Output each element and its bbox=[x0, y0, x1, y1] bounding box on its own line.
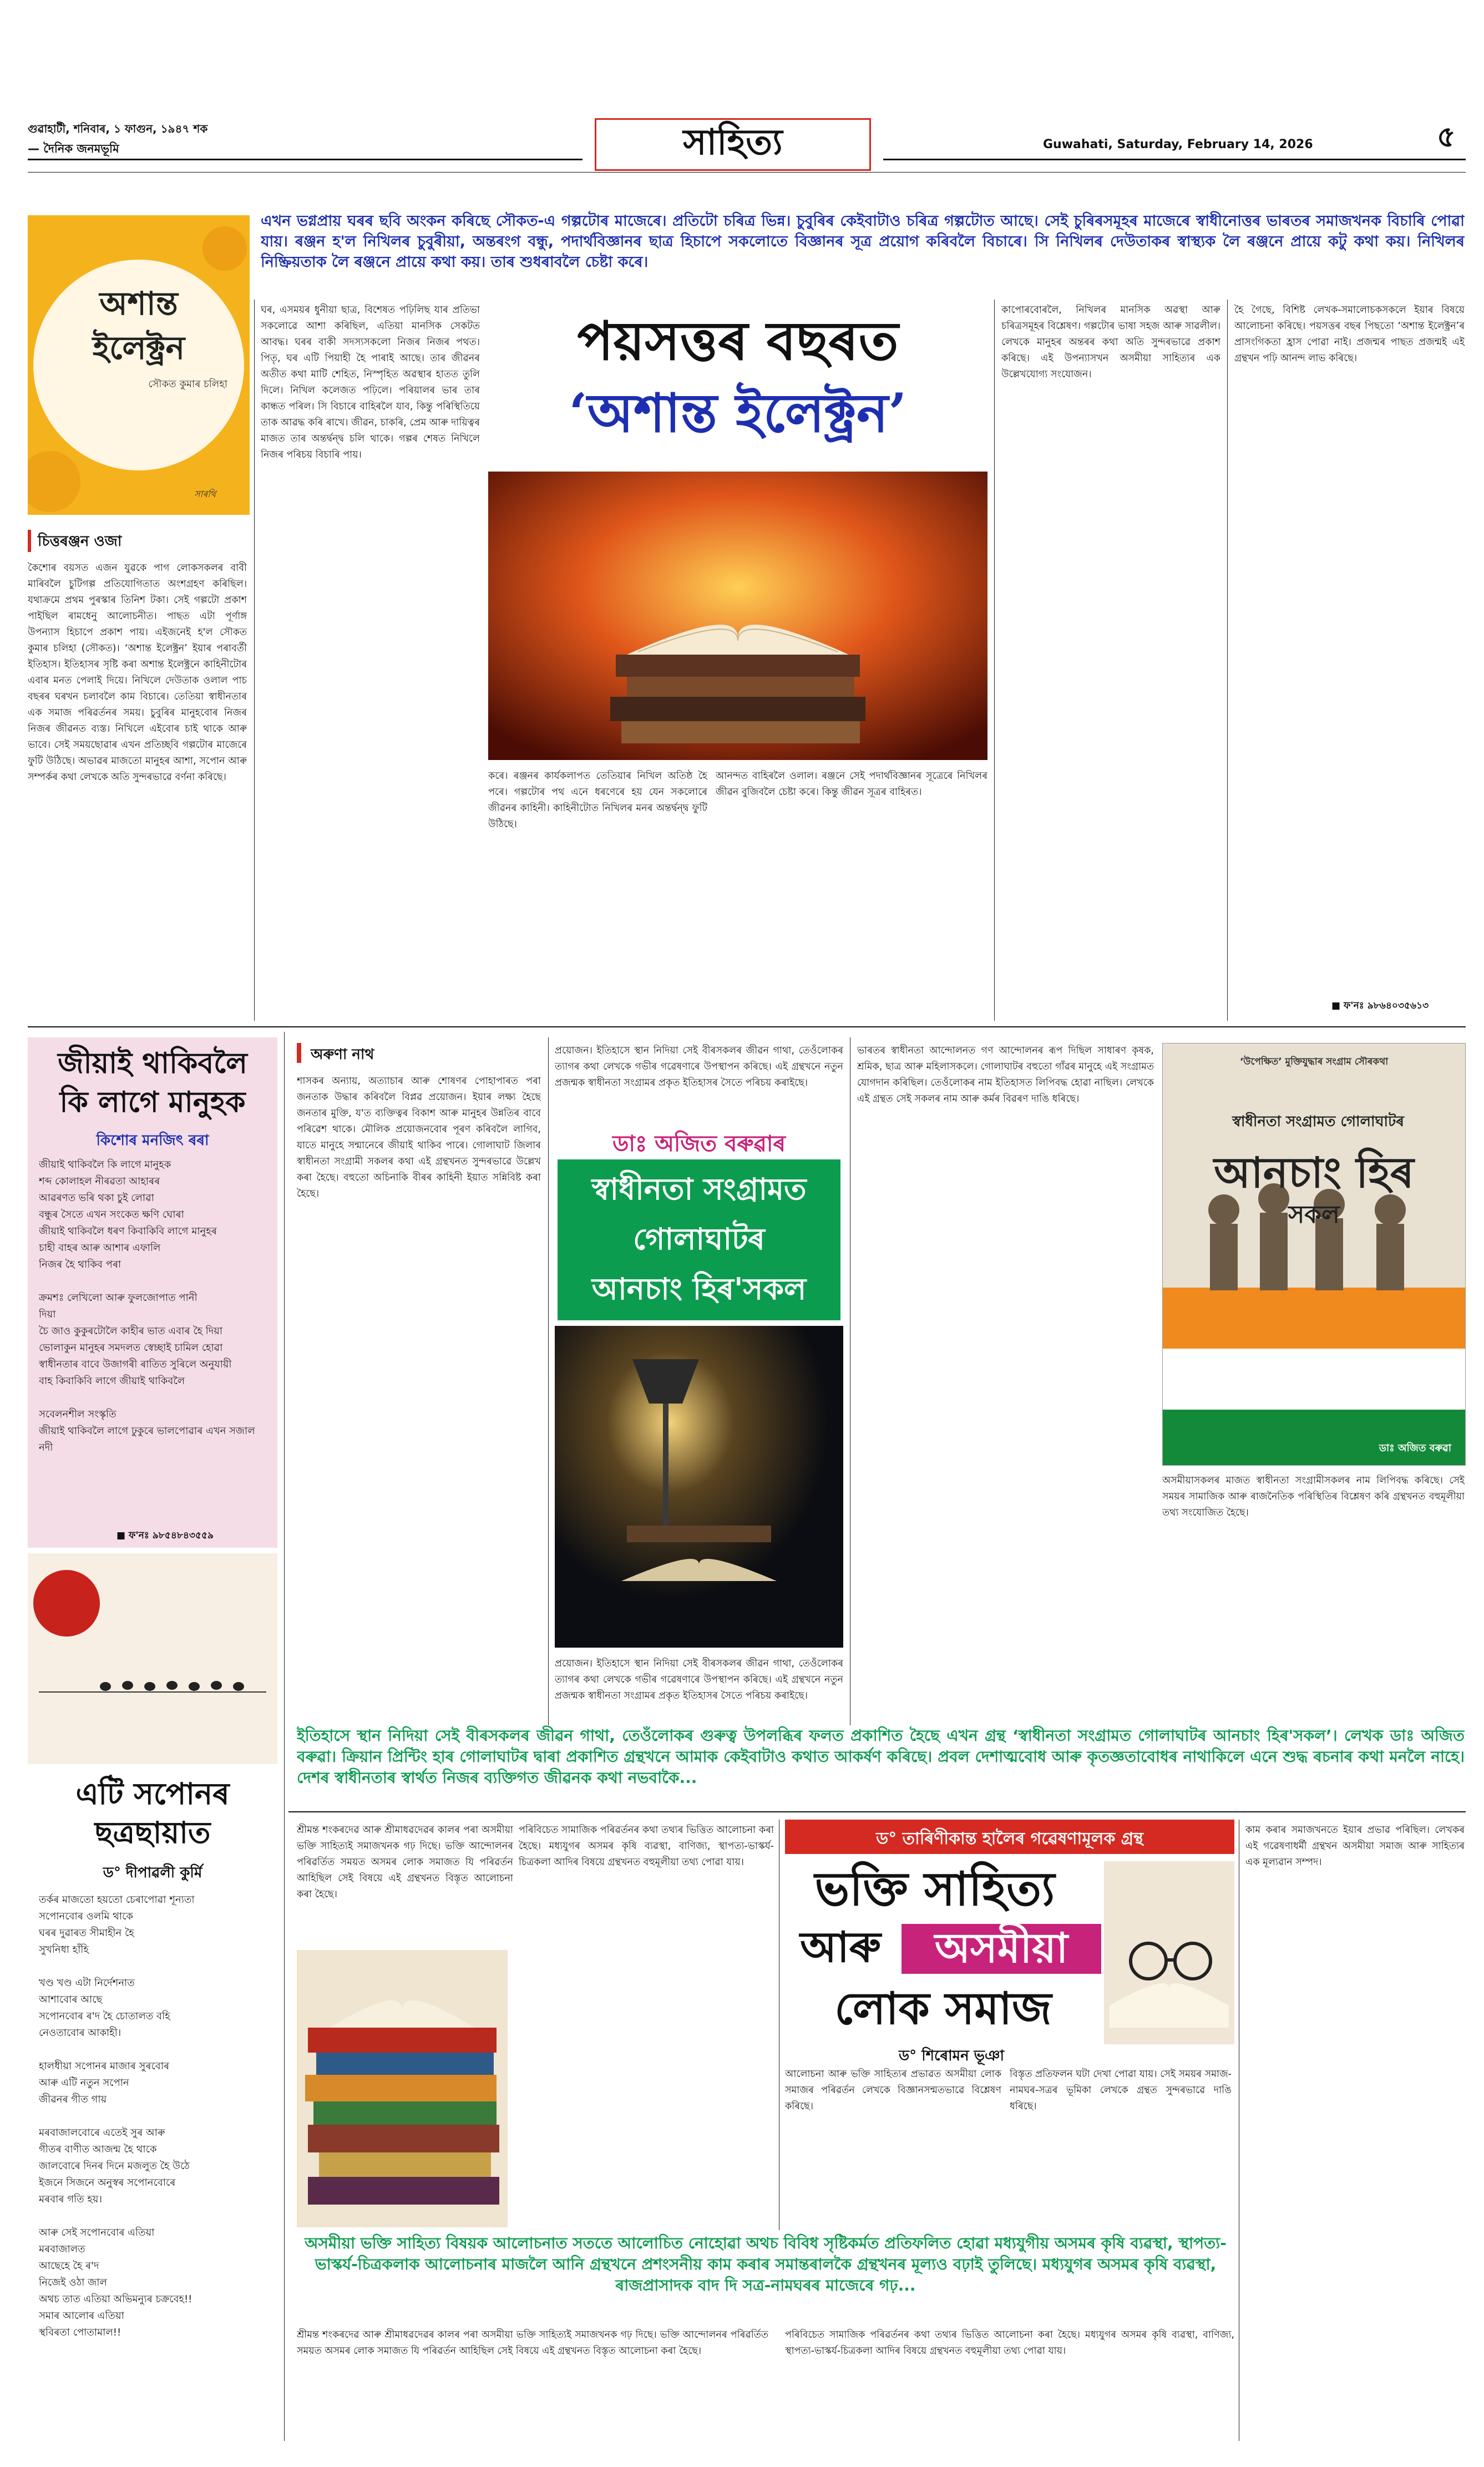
col-divider bbox=[994, 300, 995, 1021]
article2-cover-author: ডাঃ অজিত বৰুৱা bbox=[1379, 1442, 1451, 1454]
article3-callout: অসমীয়া ভক্তি সাহিত্য বিষয়ক আলোচনাত সততে আলোচিত নোহোৱা অথচ বিবিধ সৃষ্টিকৰ্মত প্ৰতিফলিত হোৱা মধ্যযুগীয় অসমৰ কৃষি ব্যৱস্থা, স্থাপত্য-ভাস্কৰ্য-চিত্ৰকলাক আলোচনাৰ মাজলৈ আনি গ্ৰন্থখনে প্ৰশংসনীয় কাম কৰাৰ সমান্তৰালকৈ গ্ৰন্থখনৰ মূল্যও বঢ়াই তুলিছে। মধ্যযুগৰ অসমৰ কৃষি ব্যৱস্থা, ৰাজপ্ৰাসাদক বাদ দি সত্ৰ-নামঘৰৰ মাজেৰে গঢ়... bbox=[305, 2234, 1227, 2294]
books-photo bbox=[488, 472, 987, 760]
section-title: সাহিত্য bbox=[683, 121, 783, 163]
article2-byline-bar bbox=[297, 1043, 301, 1063]
header-rule-left bbox=[28, 159, 583, 160]
article2-col4: অসমীয়াসকলৰ মাজত স্বাধীনতা সংগ্ৰামীসকলৰ নাম লিপিবদ্ধ কৰিছে। সেই সময়ৰ সামাজিক আৰু ৰাজনৈতিক পৰিস্থিতিৰ বিশ্লেষণ কৰি গ্ৰন্থখনত বহুমূলীয়া তথ্য সংযোজিত হৈছে। bbox=[1162, 1475, 1465, 1518]
article1-col4: আনন্দত বাহিৰলৈ ওলাল। ৰঞ্জনে সেই পদাৰ্থবিজ্ঞানৰ সূত্ৰেৰে নিখিলৰ জীৱন বুজিবলৈ চেষ্টা কৰে। কিন্তু জীৱন সূত্ৰৰ বাহিৰত। bbox=[716, 771, 987, 798]
header-left-date: গুৱাহাটী, শনিবাৰ, ১ ফাগুন, ১৯৪৭ শক bbox=[28, 122, 208, 135]
poem1-line: স্বাধীনতাৰ বাবে উজাগৰী ৰাতিত সুৰিলে অনুযায়ী bbox=[39, 1359, 232, 1370]
poem2-line: আশাবোৰ আছে bbox=[39, 1994, 103, 2005]
article2-cover-small: স্বাধীনতা সংগ্ৰামত গোলাঘাটৰ bbox=[1232, 1113, 1404, 1130]
books-stack-art bbox=[297, 1950, 508, 2227]
poem2-line: তৰ্কৰ মাজতো হয়তো চেৰাপোৱা শূন্যতা bbox=[39, 1894, 195, 1906]
article2-cover-art bbox=[1163, 1043, 1465, 1465]
article1-col6: হৈ গৈছে, বিশিষ্ট লেখক-সমালোচকসকলে ইয়াৰ বিষয়ে আলোচনা কৰিছে। পয়সত্তৰ বছৰ পিছতো ‘অশান্ত ইলেক্ট্ৰন’ৰ প্ৰাসংগিকতা হ্ৰাস পোৱা নাই। প্ৰজন্মৰ পাছত প্ৰজন্মই এই গ্ৰন্থখন পঢ়ি আনন্দ লাভ কৰিছে। bbox=[1234, 305, 1465, 364]
poem2-line: হালধীয়া সপোনৰ মাজাৰ সুৰবোৰ bbox=[39, 2060, 170, 2072]
poem2-line: আৰু সেই সপোনবোৰ এতিয়া bbox=[39, 2227, 155, 2238]
article1-phone: ■ ফ'নঃ ৯৮৬৪০৩৫৬১৩ bbox=[1331, 1000, 1429, 1011]
poem1-line: বন্ধুৰ সৈতে এখন সংকেত ক্ষণি ঘোৰা bbox=[39, 1209, 184, 1220]
lead-intro: এখন ভগ্নপ্ৰায় ঘৰৰ ছবি অংকন কৰিছে সৌকত-এ গল্পটোৰ মাজেৰে। প্ৰতিটো চৰিত্ৰ ভিন্ন। চুবুৰিৰ কেইবাটাও চৰিত্ৰ গল্পটোত আছে। সেই চুৰিৰসমূহৰ মাজেৰে স্বাধীনোত্তৰ ভাৰতৰ সমাজখনক বিচাৰি পোৱা যায়। ৰঞ্জন হ'ল নিখিলৰ চুবুৰীয়া, অন্তৰংগ বন্ধু, পদাৰ্থবিজ্ঞানৰ ছাত্ৰ হিচাপে সকলোতে বিজ্ঞানৰ সূত্ৰ প্ৰয়োগ কৰিবলৈ বিচাৰে। সি নিখিলৰ দেউতাকৰ স্বাস্থ্যক লৈ ৰঞ্জনে প্ৰায়ে কটু কথা কয়। নিখিলৰ নিষ্ক্ৰিয়তাক লৈ ৰঞ্জনে প্ৰায়ে কথা কয়। তাৰ শুধৰাবলৈ চেষ্টা কৰে। bbox=[261, 212, 1465, 271]
poem2-line: ইজনে সিজনে অনুস্বৰ সপোনবোৰে bbox=[39, 2177, 176, 2189]
article2-title-author: ডাঃ অজিত বৰুৱাৰ bbox=[612, 1131, 786, 1157]
poem2-line: আৰু এটি নতুন সপোন bbox=[39, 2077, 129, 2089]
poem2-line: নেওতাবোৰ আকাহী। bbox=[39, 2027, 121, 2039]
poem2-line: ঘৰৰ দুৱাৰত সীমাহীন হৈ bbox=[39, 1927, 134, 1939]
article2-cover-top: ‘উপেক্ষিত’ মুক্তিযুদ্ধাৰ সংগ্ৰাম সৌৰকথা bbox=[1239, 1056, 1389, 1067]
poem2-line: মৰবাজালবোৰে এতেই সুৰ আৰু bbox=[39, 2127, 165, 2139]
poem2-title-2: ছত্ৰছায়াত bbox=[94, 1815, 211, 1850]
article1-col3: কৰে। ৰঞ্জনৰ কাৰ্যকলাপত তেতিয়াৰ নিখিল অতিষ্ঠ হৈ পৰে। গল্পটোৰ পথ এনে ধৰণেৰে হয় যেন সকলোৰে জীৱনৰ কাহিনী। কাহিনীটোত নিখিলৰ মনৰ অন্তৰ্দ্বন্দ্ব ফুটি উঠিছে। bbox=[488, 771, 707, 830]
article2-cover-big: আনচাং হিৰ bbox=[1214, 1148, 1414, 1197]
birds-illustration bbox=[28, 1553, 277, 1764]
book-cover-title-2: ইলেক্ট্ৰন bbox=[92, 329, 185, 367]
article1-col2: ঘৰ, এসময়ৰ ধুনীয়া ছাত্ৰ, বিশেষত পঢ়িলিছ যাৰ প্ৰতিভা সকলোৱে আশা কৰিছিল, এতিয়া মানসিক সেকটত আবদ্ধ। ঘৰৰ বাকী সদস্যসকলো নিজৰ নিজৰ পথত। পিতৃ, ঘৰ এটি পিয়াহী হৈ পাৰাই আছে। তাৰ জীৱনৰ অতীত কথা মাটি শেহিত, নিস্পৃহিত অৱস্থাৰ হাতত তুলি দিলে। নিখিল কলেজত পঢ়িলে। পৰিয়ালৰ ভাৰ তাৰ কান্ধত পৰিল। সি বিচাৰে বাহিৰলৈ যাব, কিন্তু পৰিস্থিতিয়ে তাক আৱদ্ধ কৰি ৰাখে। জীৱন, চাকৰি, প্ৰেম আৰু দায়িত্বৰ মাজত তাৰ অন্তৰ্দ্বন্দ্ব চলি থাকে। গল্পৰ শেষত নিখিলে নিজৰ পৰিচয় বিচাৰি পায়। bbox=[261, 305, 480, 460]
header-rule-thin bbox=[28, 172, 1466, 173]
poem2-line: আছেহে হৈ ৰ'দ bbox=[39, 2260, 99, 2272]
article2-col2-lower: প্ৰয়োজন। ইতিহাসে স্থান নিদিয়া সেই বীৰসকলৰ জীৱন গাথা, তেওঁলোকৰ ত্যাগৰ কথা লেখকে গভীৰ গৱেষণাৰে উপস্থাপন কৰিছে। এই গ্ৰন্থখনে নতুন প্ৰজন্মক স্বাধীনতা সংগ্ৰামৰ প্ৰকৃত ইতিহাসৰ সৈতে পৰিচয় কৰাইছে। bbox=[555, 1658, 843, 1701]
article3-col3: আলোচনা আৰু ভক্তি সাহিত্যৰ প্ৰভাৱত অসমীয়া লোক সমাজৰ পৰিৱৰ্তন লেখকে বিজ্ঞানসন্মতভাৱে বিশ্লেষণ কৰিছে। bbox=[785, 2069, 1001, 2112]
book-cover-title-1: অশান্ত bbox=[99, 285, 178, 322]
birds-illustration-art bbox=[28, 1553, 277, 1764]
header-left-paper: — দৈনিক জনমভূমি bbox=[28, 142, 119, 155]
article2-col2: প্ৰয়োজন। ইতিহাসে স্থান নিদিয়া সেই বীৰসকলৰ জীৱন গাথা, তেওঁলোকৰ ত্যাগৰ কথা লেখকে গভীৰ গৱেষণাৰে উপস্থাপন কৰিছে। এই গ্ৰন্থখনে নতুন প্ৰজন্মক স্বাধীনতা সংগ্ৰামৰ প্ৰকৃত ইতিহাসৰ সৈতে পৰিচয় কৰাইছে। bbox=[555, 1045, 843, 1088]
article2-title-3: আনচাং হিৰ'সকল bbox=[591, 1271, 807, 1306]
poem1-line: নিজৰ হৈ থাকিব পৰা bbox=[39, 1259, 121, 1270]
article2-col3: ভাৰতৰ স্বাধীনতা আন্দোলনত গণ আন্দোলনৰ ৰূপ দিছিল সাধাৰণ কৃষক, শ্ৰমিক, ছাত্ৰ আৰু মহিলাসকলে। গোলাঘাটৰ বহুতো গাঁৱৰ মানুহে এই সংগ্ৰামত যোগদান কৰিছিল। তেওঁলোকৰ নাম ইতিহাসত লিপিবদ্ধ হোৱা নাছিল। লেখকে এই গ্ৰন্থত সেই সকলৰ নাম আৰু কৰ্মৰ বিৱৰণ দাঙি ধৰিছে। bbox=[857, 1045, 1154, 1105]
poem1-line bbox=[39, 1390, 272, 1406]
poem1-line: জীয়াই থাকিবলৈ ধৰণ কিবাকিবি লাগে মানুহৰ bbox=[39, 1225, 217, 1237]
poem2-line: নিজেই ওঠা জাল bbox=[39, 2277, 107, 2288]
poem1-author: কিশোৰ মনজিৎ ৰৰা bbox=[96, 1132, 209, 1149]
book-cover bbox=[28, 215, 250, 515]
article3-col1-lower: শ্ৰীমন্ত শংকৰদেৱ আৰু শ্ৰীমাধৱদেৱৰ কালৰ পৰা অসমীয়া ভক্তি সাহিত্যই সমাজখনক গঢ় দিছে। ভক্তি আন্দোলনৰ পৰিৱৰ্তিত সময়ত অসমৰ লোক সমাজত যি পৰিৱৰ্তন আহিছিল সেই বিষয়ে এই গ্ৰন্থখনত বিস্তৃত আলোচনা কৰা হৈছে। bbox=[297, 2329, 768, 2357]
page-number: ৫ bbox=[1437, 120, 1456, 154]
poem2-line bbox=[39, 2042, 272, 2058]
poem1-line: শব্দ কোলাহল নীৰৱতা আহাৰৰ bbox=[39, 1176, 160, 1187]
poem2-body bbox=[39, 1892, 272, 2435]
glasses-photo bbox=[1104, 1861, 1234, 2044]
article3-byline: ড° শিৰোমন ভূঞা bbox=[899, 2048, 1005, 2064]
col-divider bbox=[284, 1032, 285, 2441]
poem2-line: জীৱনৰ গীত গায় bbox=[39, 2094, 107, 2105]
article2-callout: ইতিহাসে স্থান নিদিয়া সেই বীৰসকলৰ জীৱন গাথা, তেওঁলোকৰ গুৰুত্ব উপলব্ধিৰ ফলত প্ৰকাশিত হৈছে এখন গ্ৰন্থ ‘স্বাধীনতা সংগ্ৰামত গোলাঘাটৰ আনচাং হিৰ'সকল’। লেখক ডাঃ অজিত বৰুৱা। ক্ৰিয়ান প্ৰিন্টিং হাৰ গোলাঘাটৰ দ্বাৰা প্ৰকাশিত গ্ৰন্থখনে আমাক কেইবাটাও কথাত আকৰ্ষণ কৰিছে। প্ৰবল দেশাত্মবোধ আৰু কৃতজ্ঞতাবোধৰ নাথাকিলে এনে শুদ্ধ ৰচনাৰ কথা মনলৈ নাহে। দেশৰ স্বাধীনতাৰ স্বাৰ্থত নিজৰ ব্যক্তিগত জীৱনক কথা নভবাকৈ... bbox=[297, 1726, 1465, 1787]
article2-cover-sakal: সকল bbox=[1288, 1200, 1340, 1229]
article3-col2-lower: পৰিবিচেত সামাজিক পৰিৱৰ্তনৰ কথা তথ্যৰ ভিত্তিত আলোচনা কৰা হৈছে। মধ্যযুগৰ অসমৰ কৃষি ব্যৱস্থা, বাণিজ্য, স্থাপত্য-ভাস্কৰ্য-চিত্ৰকলা আদিৰ বিষয়ে গ্ৰন্থখনত বহুমূলীয়া তথ্য পোৱা যায়। bbox=[785, 2329, 1234, 2357]
article3-col5: কাম কৰাৰ সমাজখনতে ইয়াৰ প্ৰভাৱ পৰিছিল। লেখকৰ এই গৱেষণাধৰ্মী গ্ৰন্থখন অসমীয়া সমাজ আৰু সাহিত্যৰ এক মূল্যৱান সম্পদ। bbox=[1245, 1825, 1465, 1868]
header-rule-right bbox=[883, 159, 1466, 160]
col-divider bbox=[548, 1037, 549, 1725]
poem1-line: চাহী বাহৰ আৰু আশাৰ এফালি bbox=[39, 1242, 161, 1254]
poem2-line: মৰবাজালত bbox=[39, 2243, 85, 2255]
article3-title-1: ভক্তি সাহিত্য bbox=[814, 1861, 1055, 1916]
glasses-photo-art bbox=[1104, 1861, 1234, 2044]
poem1-line: জীয়াই থাকিবলৈ লাগে ঢুকুৰে ভালপোৱাৰ এখন সজাল নদী bbox=[39, 1425, 255, 1453]
col-divider bbox=[254, 300, 255, 1021]
poem2-line: স্থবিৰতা পোতামাল!! bbox=[39, 2327, 121, 2338]
lamp-photo bbox=[555, 1326, 843, 1648]
article1-col1: কৈশোৰ বয়সত এজন যুৱকে পাগ লোকসকলৰ বাবী মাৰিবলৈ চুটিগল্প প্ৰতিযোগিতাত অংশগ্ৰহণ কৰিছিল। যথাক্ৰমে প্ৰথম পুৰস্কাৰ তিনিশ টকা। সেই গল্পটো প্ৰকাশ পাইছিল ৰামধেনু আলোচনীত। পাছত এটা পূৰ্ণাঙ্গ উপন্যাস হিচাপে প্ৰকাশ পায়। এইজনেই হ'ল সৌকত কুমাৰ চলিহা (সৌকত)। ‘অশান্ত ইলেক্ট্ৰন’ ইয়াৰ পৰাবৰ্তী ইতিহাস। ইতিহাসৰ সৃষ্টি কৰা অশান্ত ইলেক্ট্ৰনে কাহিনীটোৰ এবাৰ মনত পেলাই দিয়ে। নিখিলে দেউতাক ওলাল পাচ বছৰৰ ঘৰখন চলাবলৈ কাম বিচাৰে। তেতিয়া স্বাধীনতাৰ এক সমাজ পৰিৱৰ্তনৰ সময়। চুবুৰিৰ মানুহবোৰ নিজৰ নিজৰ জীৱনত ব্যস্ত। নিখিলে এইবোৰ চাই থাকে আৰু ভাবে। সেই সময়ছোৱাৰ এখন প্ৰতিচ্ছবি গল্পটোৰ মাজেৰে ফুটি উঠিছে। অভাৱৰ মাজতো মানুহৰ আশা, সপোন আৰু সম্পৰ্কৰ কথা লেখকে অতি সুন্দৰভাৱে বৰ্ণনা কৰিছে। bbox=[28, 563, 247, 783]
poem1-phone: ■ ফ'নঃ ৯৮৫৪৮৪৩৫৫৯ bbox=[117, 1530, 214, 1541]
poem2-line: সপোনবোৰ ওলমি থাকে bbox=[39, 1911, 133, 1922]
article2-col1: শাসকৰ অন্যায়, অত্যাচাৰ আৰু শোষণৰ পোহাপাৰত পৰা জনতাক উদ্ধাৰ কৰিবলৈ বিপ্লৱ প্ৰয়োজন। ইয়াৰ লক্ষ্য হৈছে জনতাৰ মুক্তি, য'ত ব্যক্তিত্বৰ বিকাশ আৰু মানুহৰ উন্নতিৰ বাবে পৰিৱেশ থাকে। মৌলিক প্ৰয়োজনবোৰ পূৰণ কৰিবলৈ লাগিব, যাতে মানুহে সন্মানেৰে জীয়াই থাকিব পাৰে। গোলাঘাট জিলাৰ স্বাধীনতা সংগ্ৰামী সকলৰ কথা এই গ্ৰন্থখনত সুন্দৰভাৱে উল্লেখ কৰা হৈছে। বহুতো অচিনাকি বীৰৰ কাহিনী ইয়াত সন্নিবিষ্ট কৰা হৈছে। bbox=[297, 1076, 541, 1199]
article2-title-1: স্বাধীনতা সংগ্ৰামত bbox=[591, 1171, 807, 1207]
poem1-line: দিয়া bbox=[39, 1309, 56, 1320]
poem2-line bbox=[39, 2208, 272, 2225]
poem1-line: আৱৰণত ভৰি থকা চুই লোৱা bbox=[39, 1192, 154, 1204]
article3-title-asamiya: অসমীয়া bbox=[934, 1924, 1068, 1972]
article3-title-3: লোক সমাজ bbox=[834, 1982, 1052, 2034]
col-divider bbox=[1227, 300, 1228, 1021]
book-cover-author: সৌকত কুমাৰ চলিহা bbox=[148, 378, 227, 390]
article3-col4: বিস্তৃত প্ৰতিফলন ঘটা দেখা পোৱা যায়। সেই সময়ৰ সমাজ-নামঘৰ-সত্ৰৰ ভূমিকা লেখকে গ্ৰন্থত সুন্দৰভাৱে দাঙি ধৰিছে। bbox=[1010, 2069, 1232, 2112]
poem1-line: সবেলনশীল সংস্কৃতি bbox=[39, 1409, 117, 1420]
article3-kicker: ড° তাৰিণীকান্ত হালৈৰ গৱেষণামূলক গ্ৰন্থ bbox=[876, 1829, 1143, 1848]
poem1-line: জীয়াই থাকিবলৈ কি লাগে মানুহক bbox=[39, 1159, 171, 1171]
article3-title-aru: আৰু bbox=[800, 1922, 881, 1972]
poem2-line: মৰবাৰ গতি হয়। bbox=[39, 2194, 102, 2205]
poem1-title-1: জীয়াই থাকিবলৈ bbox=[58, 1046, 247, 1080]
poem2-line: সমাৰ আলোৰ এতিয়া bbox=[39, 2310, 124, 2322]
books-stack-photo bbox=[297, 1950, 508, 2227]
poem2-author: ড° দীপাৱলী কুৰ্মি bbox=[103, 1865, 202, 1881]
poem1-line: ভোলাকুন মানুহৰ সমদলত স্বেচ্ছাই চামিল হোৱা bbox=[39, 1342, 223, 1354]
poem2-line: জালবোৰে দিনৰ দিনে মজলুত হৈ উঠে bbox=[39, 2160, 190, 2172]
poem1-body bbox=[39, 1157, 272, 1501]
poem2-line: সুখনিধা হাঁহি bbox=[39, 1944, 89, 1956]
section-rule bbox=[28, 1026, 1466, 1027]
poem2-line: অথচ তাত এতিয়া অভিমন্যুৰ চক্ৰবেহ!! bbox=[39, 2293, 193, 2305]
poem2-title-1: এটি সপোনৰ bbox=[75, 1776, 230, 1811]
article1-byline: চিত্তৰঞ্জন ওজা bbox=[38, 533, 122, 550]
article3-col1: শ্ৰীমন্ত শংকৰদেৱ আৰু শ্ৰীমাধৱদেৱৰ কালৰ পৰা অসমীয়া ভক্তি সাহিত্যই সমাজখনক গঢ় দিছে। ভক্তি আন্দোলনৰ পৰিৱৰ্তিত সময়ত অসমৰ লোক সমাজত যি পৰিৱৰ্তন আহিছিল সেই বিষয়ে এই গ্ৰন্থখনত বিস্তৃত আলোচনা কৰা হৈছে। bbox=[297, 1825, 513, 1900]
article2-title-2: গোলাঘাটৰ bbox=[633, 1221, 765, 1257]
poem2-line bbox=[39, 2108, 272, 2125]
article3-col2: পৰিবিচেত সামাজিক পৰিৱৰ্তনৰ কথা তথ্যৰ ভিত্তিত আলোচনা কৰা হৈছে। মধ্যযুগৰ অসমৰ কৃষি ব্যৱস্থা, বাণিজ্য, স্থাপত্য-ভাস্কৰ্য-চিত্ৰকলা আদিৰ বিষয়ে গ্ৰন্থখনত বহুমূলীয়া তথ্য পোৱা যায়। bbox=[519, 1825, 774, 1868]
poem1-line bbox=[39, 1273, 272, 1290]
poem2-line: সপোনবোৰ ৰ'দ হৈ চোতালত বহি bbox=[39, 2010, 170, 2022]
section-rule bbox=[288, 1811, 1466, 1812]
poem2-line: গীতৰ বাণীত আজন্ম হৈ থাকে bbox=[39, 2144, 157, 2155]
poem1-title-2: কি লাগে মানুহক bbox=[59, 1085, 246, 1119]
header-right-date: Guwahati, Saturday, February 14, 2026 bbox=[1043, 138, 1313, 151]
poem1-line: বাহ কিবাকিবি লাগে জীয়াই থাকিবলৈ bbox=[39, 1375, 185, 1387]
article1-byline-bar bbox=[28, 530, 31, 552]
poem2-line: খণ্ড খণ্ড এটা নিৰ্দেশনাত bbox=[39, 1977, 135, 1989]
article1-title-1: পয়সত্তৰ বছৰত bbox=[577, 310, 899, 372]
books-photo-art bbox=[488, 472, 987, 760]
book-cover-logo: সাৰথি bbox=[194, 489, 216, 499]
article1-col5: কাপোৰবোৰলৈ, নিখিলৰ মানসিক অৱস্থা আৰু চৰিত্ৰসমূহৰ বিশ্লেষণ। গল্পটোৰ ভাষা সহজ আৰু সাৱলীল। লেখকে মানুহৰ অন্তৰৰ কথা অতি সুন্দৰভাৱে প্ৰকাশ কৰিছে। এই উপন্যাসখন অসমীয়া সাহিত্যৰ এক উল্লেখযোগ্য সংযোজন। bbox=[1001, 305, 1220, 380]
article2-cover bbox=[1162, 1043, 1466, 1466]
poem2-line bbox=[39, 1958, 272, 1975]
article2-byline: অৰুণা নাথ bbox=[311, 1046, 374, 1063]
article1-title-2: ‘অশান্ত ইলেক্ট্ৰন’ bbox=[569, 382, 907, 444]
lamp-photo-art bbox=[555, 1326, 843, 1648]
poem1-line: ক্ৰমশঃ লেখিলো আৰু ফুলজোপাত পানী bbox=[39, 1292, 197, 1304]
poem1-line: চৈ জাও কুকুৰটোলৈ কাহীৰ ভাত এবাৰ হৈ দিয়া bbox=[39, 1325, 223, 1337]
